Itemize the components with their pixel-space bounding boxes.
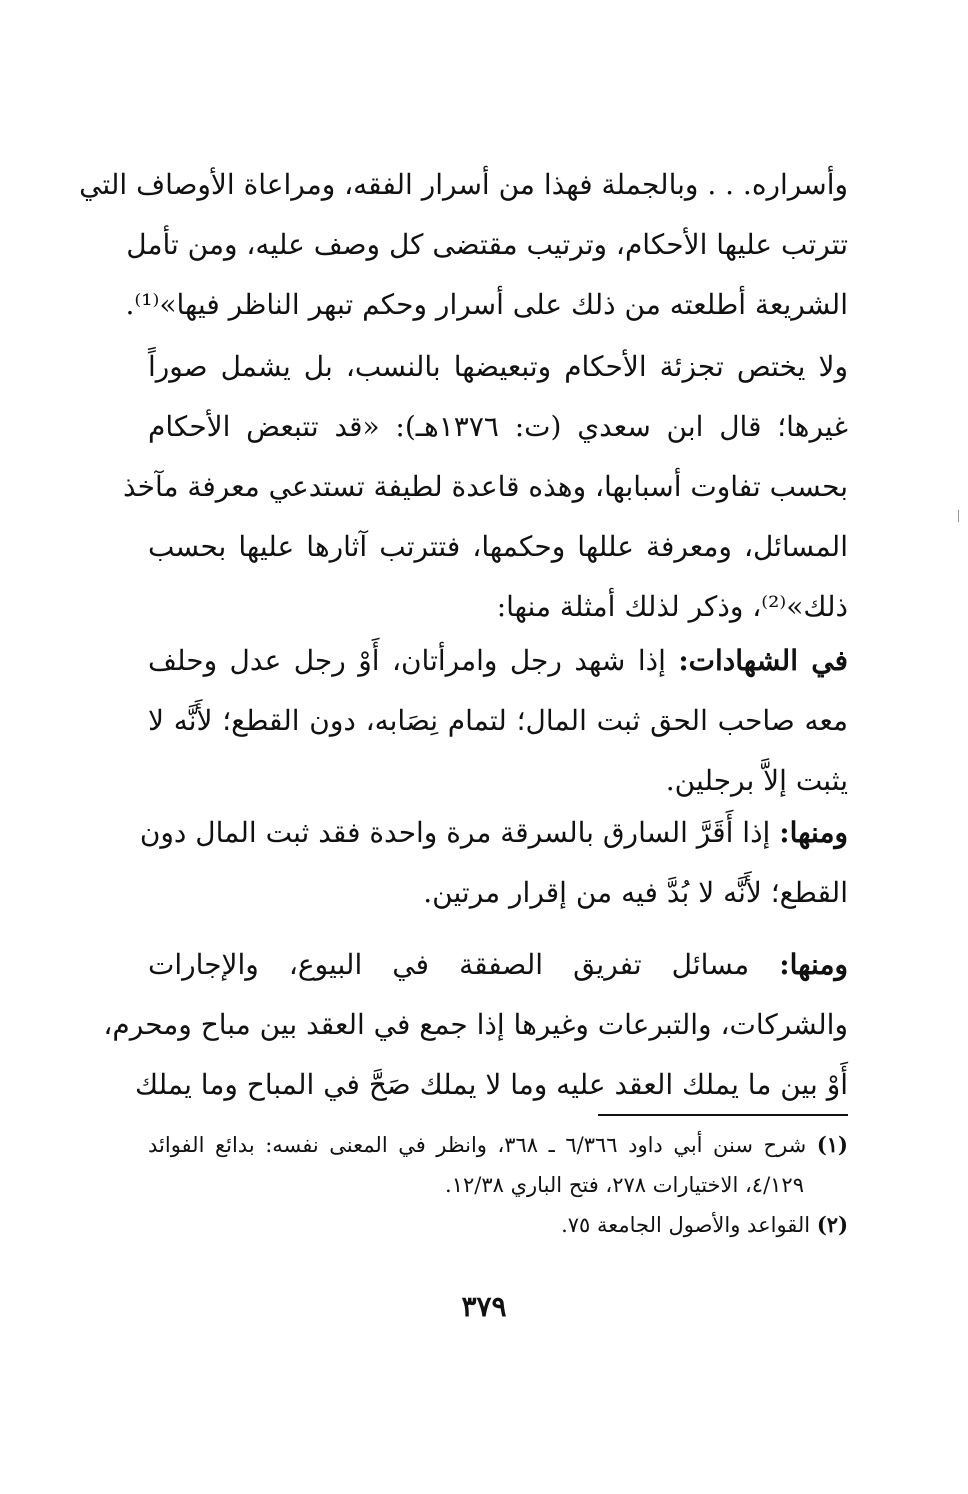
- text-line: [148, 631, 848, 691]
- text-line: ولا يختص تجزئة الأحكام وتبعيضها بالنسب، بل يشمل صوراً: [148, 350, 848, 383]
- text-line: ذلك»⁽²⁾، وذكر لذلك أمثلة منها:: [496, 590, 848, 623]
- paragraph-4: [139, 803, 848, 923]
- footnote-1: [148, 1125, 848, 1165]
- text-line: غيرها؛ قال ابن سعدي (ت: ١٣٧٦هـ): «قد تتبعض الأحكام: [148, 410, 848, 443]
- text-line: القطع؛ لأَنَّه لا بُدَّ فيه من إقرار مرتين.: [423, 876, 848, 909]
- text-line: الشريعة أطلعته من ذلك على أسرار وحكم تبهر الناظر فيها»⁽¹⁾.: [125, 288, 848, 321]
- text-line: وأسراره. . . وبالجملة فهذا من أسرار الفقه، ومراعاة الأوصاف التي: [79, 168, 848, 201]
- text-line: المسائل، ومعرفة عللها وحكمها، فتترتب آثارها عليها بحسب: [148, 530, 848, 563]
- text-line: [148, 935, 848, 995]
- paragraph-lead: ومنها:: [779, 948, 848, 981]
- footnote-2: [148, 1205, 848, 1245]
- text-line: [139, 803, 848, 863]
- paragraph-5: [103, 935, 848, 1115]
- text-line: والشركات، والتبرعات وغيرها إذا جمع في العقد بين مباح ومحرم،: [103, 1008, 848, 1041]
- footnote-text: شرح سنن أبي داود ٦/٣٦٦ ـ ٣٦٨، وانظر في المعنى نفسه: بدائع الفوائد: [148, 1133, 807, 1157]
- paragraph-lead: في الشهادات:: [678, 644, 848, 677]
- line-text: مسائل تفريق الصفقة في البيوع، والإجارات: [148, 948, 780, 981]
- scan-artifact: [958, 510, 959, 522]
- paragraph-1: [79, 155, 848, 335]
- text-line: تترتب عليها الأحكام، وترتيب مقتضى كل وصف عليه، ومن تأمل: [126, 228, 848, 261]
- footnote-number: (١): [816, 1132, 848, 1157]
- footnote-1-continued: ٤/١٢٩، الاختيارات ٢٧٨، فتح الباري ١٢/٣٨.: [445, 1173, 804, 1197]
- paragraph-2: [122, 337, 848, 637]
- page-number: ٣٧٩: [461, 1290, 507, 1323]
- paragraph-lead: ومنها:: [779, 816, 848, 849]
- footnote-number: (٢): [816, 1212, 848, 1237]
- text-line: معه صاحب الحق ثبت المال؛ لتمام نِصَابه، دون القطع؛ لأَنَّه لا: [148, 704, 848, 737]
- text-line: أَوْ بين ما يملك العقد عليه وما لا يملك صَحَّ في المباح وما يملك: [135, 1068, 848, 1101]
- footnote-text: القواعد والأصول الجامعة ٧٥.: [561, 1213, 811, 1237]
- text-line: بحسب تفاوت أسبابها، وهذه قاعدة لطيفة تستدعي معرفة مآخذ: [122, 470, 848, 503]
- paragraph-3: [148, 631, 848, 811]
- footnote-separator: [598, 1114, 848, 1116]
- text-line: يثبت إلاَّ برجلين.: [665, 764, 848, 797]
- footnotes: [148, 1125, 848, 1245]
- line-text: إذا أَقَرَّ السارق بالسرقة مرة واحدة فقد ثبت المال دون: [139, 816, 780, 849]
- line-text: إذا شهد رجل وامرأتان، أَوْ رجل عدل وحلف: [148, 644, 679, 677]
